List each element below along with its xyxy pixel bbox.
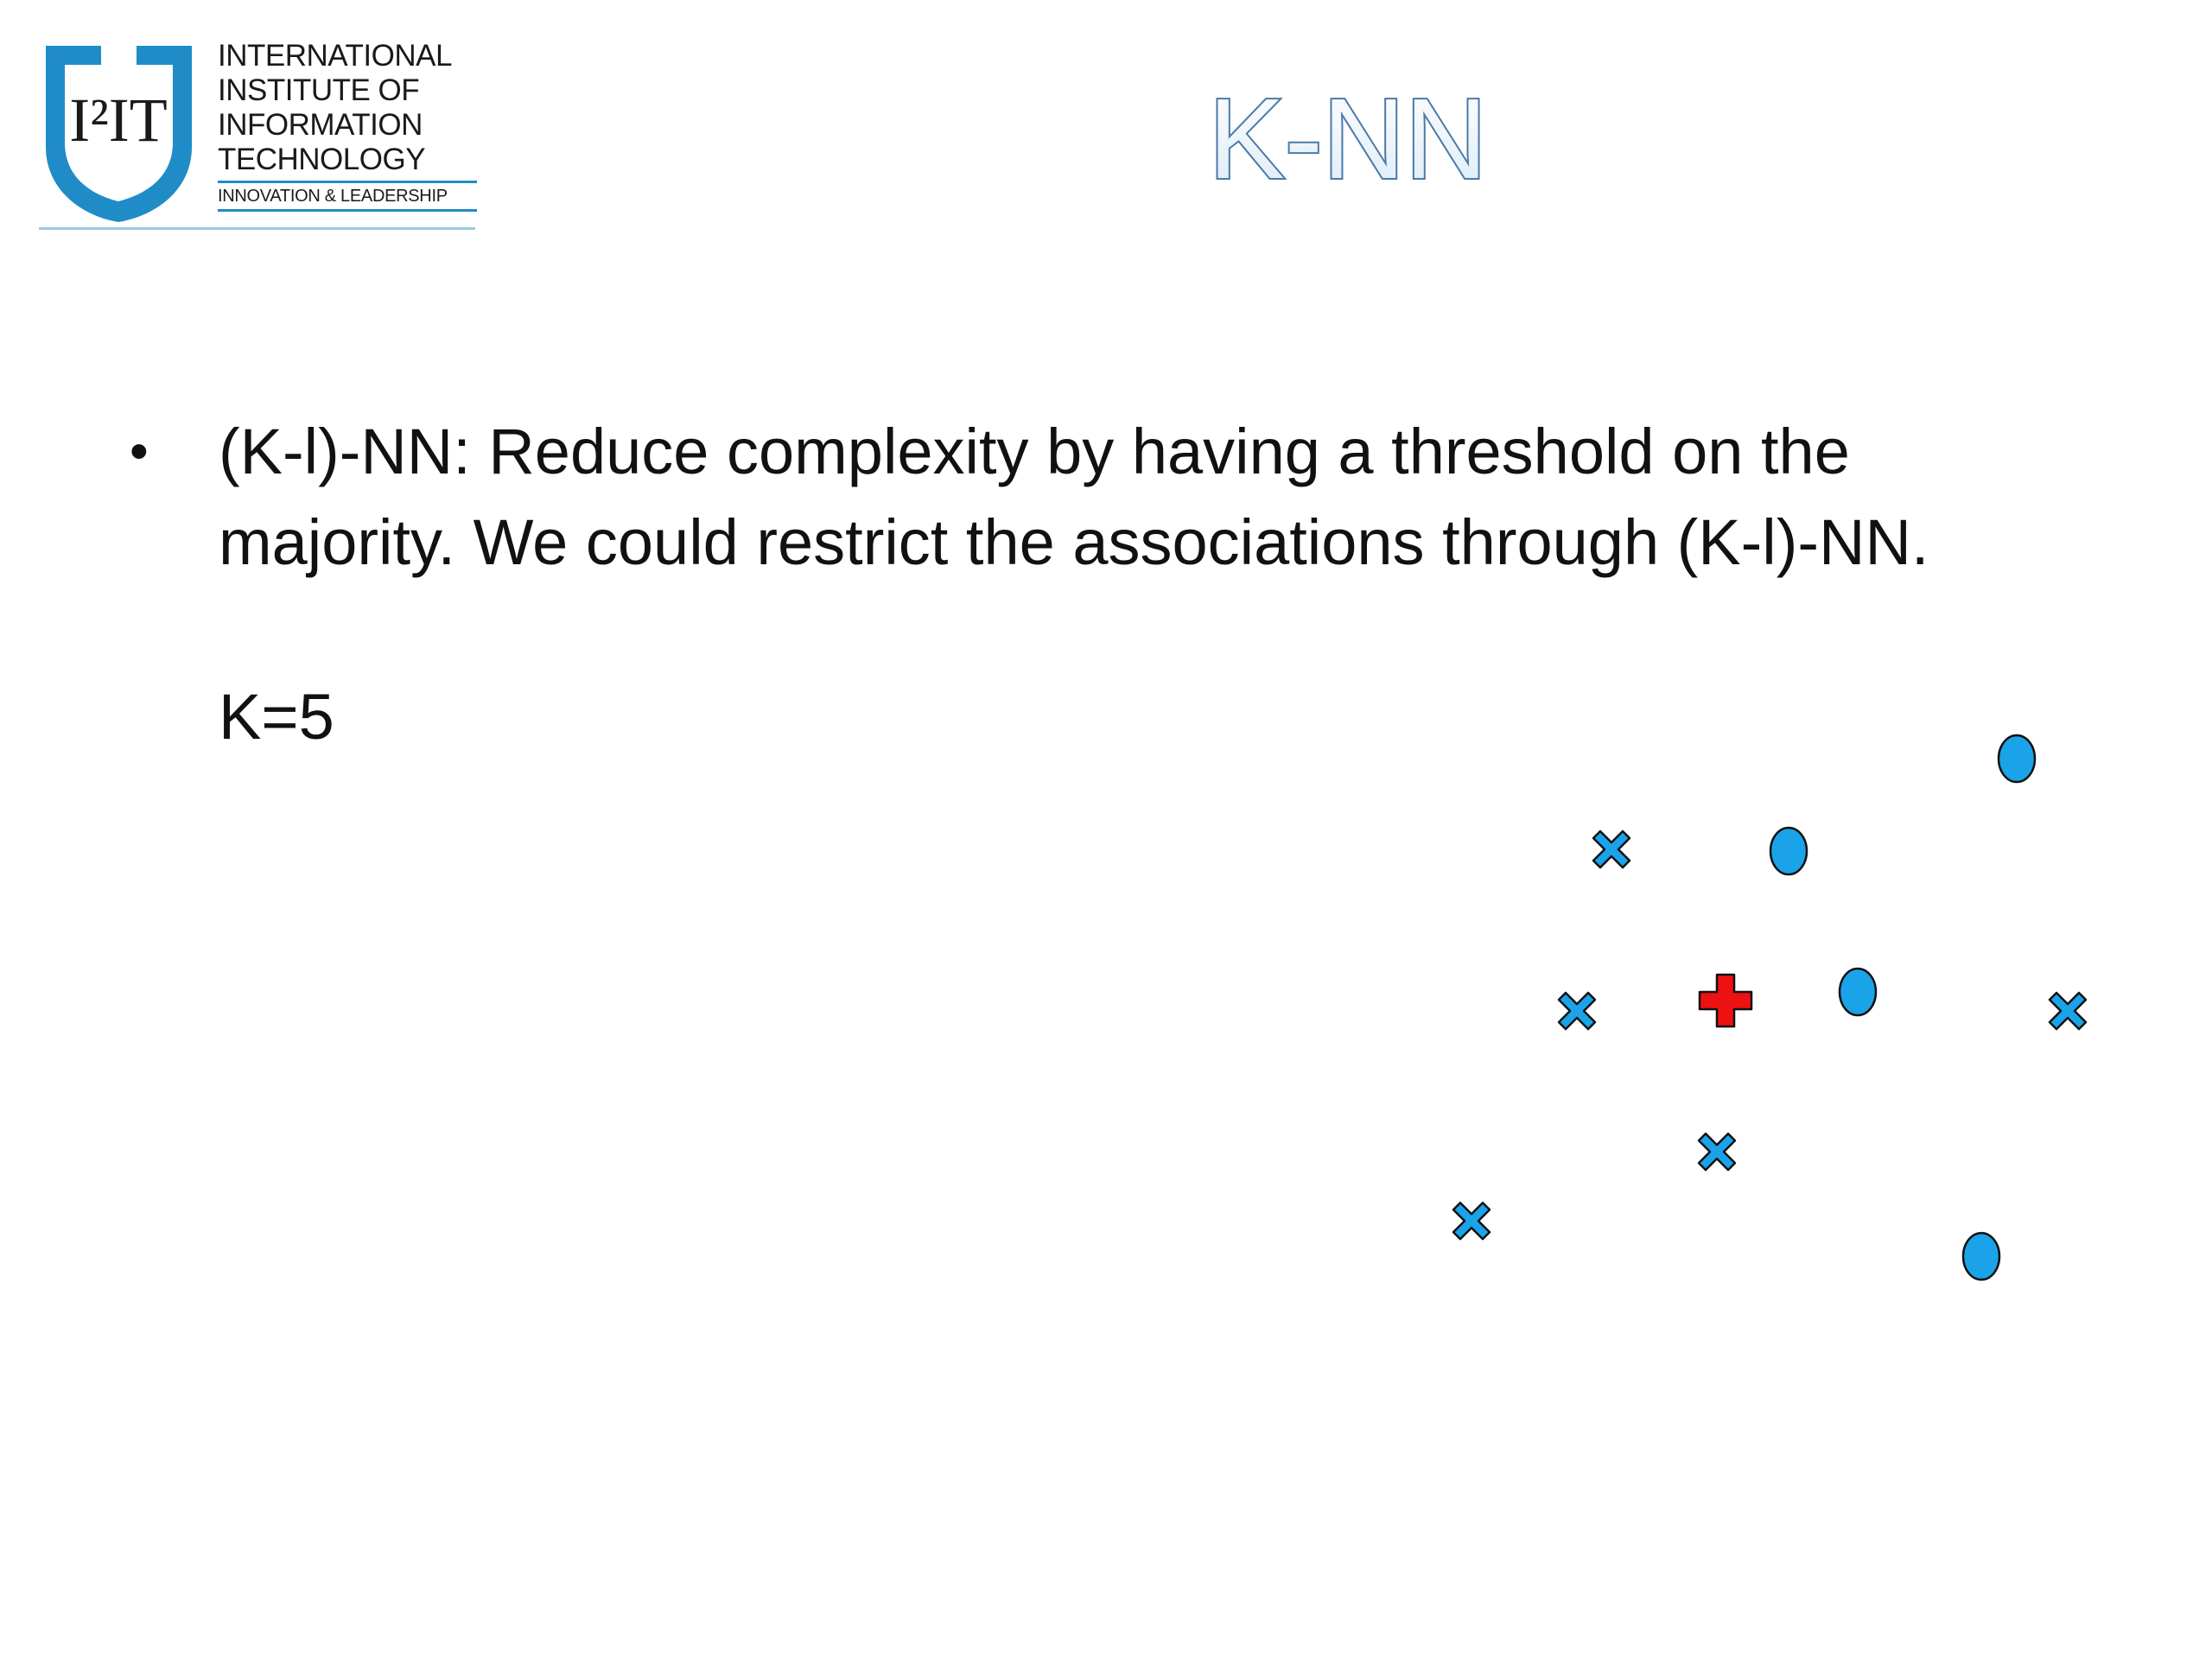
bullet-line-1: (K-l)-NN: Reduce complexity by having a threshold on the xyxy=(219,416,1850,487)
cross-point-7 xyxy=(2050,993,2086,1029)
slide-title-text: K-NN xyxy=(1208,76,1488,202)
cross-point-8 xyxy=(1699,1134,1735,1170)
cross-point-6 xyxy=(1559,993,1595,1029)
circle-point-4 xyxy=(1963,1233,1999,1280)
bullet-text xyxy=(219,406,2120,588)
logo-mark-text: I²IT xyxy=(69,86,168,155)
logo-underline xyxy=(39,227,475,230)
institute-logo xyxy=(39,39,480,233)
logo-tagline: INNOVATION & LEADERSHIP xyxy=(218,187,448,206)
circle-point-2 xyxy=(1770,828,1807,874)
logo-line-4: TECHNOLOGY xyxy=(218,143,426,176)
bullet-line-2: majority. We could restrict the associations through (K-l)-NN. xyxy=(219,506,1929,578)
circle-point-1 xyxy=(1999,735,2035,782)
knn-scatter-diagram xyxy=(1382,709,2160,1331)
query-point-plus xyxy=(1700,975,1751,1027)
k-value-label: K=5 xyxy=(219,681,334,753)
logo-divider-bottom xyxy=(218,209,477,212)
logo-line-2: INSTITUTE OF xyxy=(218,73,420,107)
logo-line-1: INTERNATIONAL xyxy=(218,39,452,73)
circle-point-3 xyxy=(1840,969,1876,1015)
cross-point-9 xyxy=(1453,1203,1490,1239)
bullet-icon: • xyxy=(130,422,149,481)
slide-title xyxy=(1192,76,1503,206)
cross-point-5 xyxy=(1593,831,1630,868)
logo-wordmark xyxy=(218,39,477,212)
logo-line-3: INFORMATION xyxy=(218,108,423,142)
shield-logo-icon xyxy=(39,39,199,225)
